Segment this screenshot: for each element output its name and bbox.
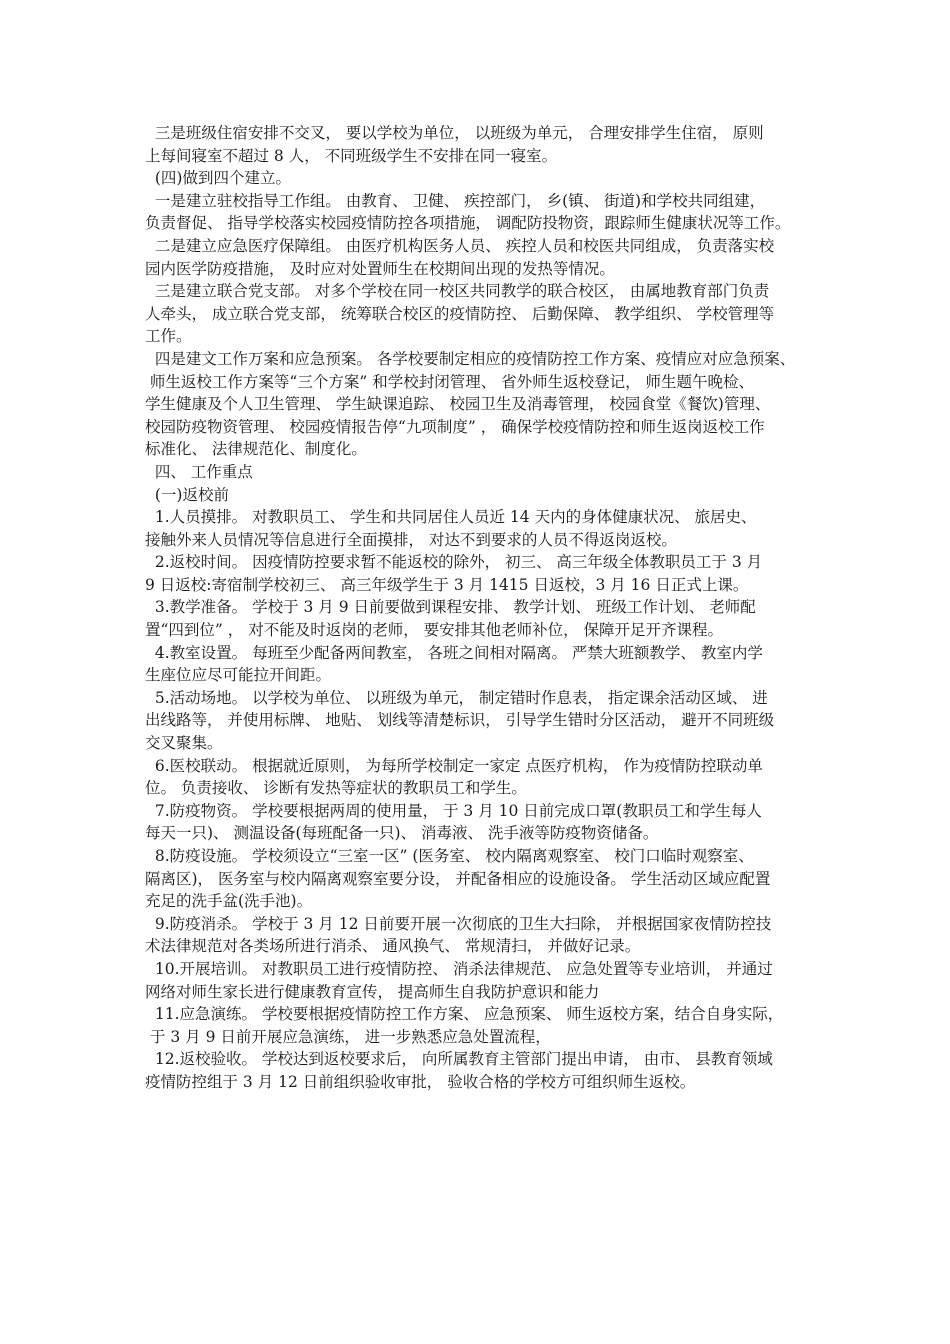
text-line: 校园防疫物资管理、 校园疫情报告停“九项制度” ， 确保学校疫情防控和师生返岗返校工作 xyxy=(145,417,765,436)
text-line: 四是建文工作万案和应急预案。 各学校要制定相应的疫情防控工作方案、疫情应对应急预案、 xyxy=(145,349,796,368)
text-line: 8.防疫设施。 学校须设立“三室一区” (医务室、 校内隔离观察室、 校门口临时观察室、 xyxy=(145,847,754,865)
text-line: 网络对师生家长进行健康教育宣传， 提高师生自我防护意识和能力 xyxy=(145,982,600,1001)
text-line: 10.开展培训。 对教职员工进行疫情防控、 消杀法律规范、 应急处置等专业培训， 并通过 xyxy=(145,959,773,978)
text-line: 三是班级住宿安排不交叉， 要以学校为单位， 以班级为单元， 合理安排学生住宿， 原则 xyxy=(145,124,764,142)
text-line: 置“四到位” ， 对不能及时返岗的老师， 要安排其他老师补位， 保障开足开齐课程。 xyxy=(145,621,724,640)
text-line: 每天一只)、 测温设备(每班配备一只)、 消毒液、 洗手液等防疫物资储备。 xyxy=(145,824,659,843)
document-body xyxy=(145,122,815,1094)
text-line: 四、 工作重点 xyxy=(145,462,253,481)
text-line: 9 日返校:寄宿制学校初三、 高三年级学生于 3 月 1415 日返校，3 月 16 日正式上课。 xyxy=(145,575,749,594)
text-line: 1.人员摸排。 对教职员工、 学生和共同居住人员近 14 天内的身体健康状况、 旅居史、 xyxy=(145,508,757,527)
text-line: 出线路等， 并使用标牌、 地贴、 划线等清楚标识， 引导学生错时分区活动， 避开不同班级 xyxy=(145,711,775,730)
text-line: 7.防疫物资。 学校要根据两周的使用量， 于 3 月 10 日前完成口罩(教职员工和学生每人 xyxy=(145,801,762,820)
text-line: (一)返校前 xyxy=(145,485,229,504)
text-line: 师生返校工作方案等“三个方案” 和学校封闭管理、 省外师生返校登记， 师生题午晚检、 xyxy=(145,372,755,391)
text-line: 接触外来人员情况等信息进行全面摸排， 对达不到要求的人员不得返岗返校。 xyxy=(145,530,677,549)
text-line: 位。 负责接收、 诊断有发热等症状的教职员工和学生。 xyxy=(145,779,527,798)
text-line: 标准化、 法律规范化、制度化。 xyxy=(145,440,367,459)
text-line: 术法律规范对各类场所进行消杀、 通风换气、 常规清扫， 并做好记录。 xyxy=(145,937,641,956)
text-line: 园内医学防疫措施， 及时应对处置师生在校期间出现的发热等情况。 xyxy=(145,259,615,278)
text-line: 上每间寝室不超过 8 人， 不同班级学生不安排在同一寝室。 xyxy=(145,146,558,165)
text-line: 学生健康及个人卫生管理、 学生缺课追踪、 校园卫生及消毒管理， 校园食堂《餐饮)管理、 xyxy=(145,395,771,414)
text-line: 12.返校验收。 学校达到返校要求后， 向所属教育主管部门提出申请， 由市、 县教育领域 xyxy=(145,1050,773,1069)
text-line: 2.返校时间。 因疫情防控要求暂不能返校的除外， 初三、 高三年级全体教职员工于 3 月 xyxy=(145,553,763,572)
text-line: 4.教室设置。 每班至少配备两间教室， 各班之间相对隔离。 严禁大班额教学、 教室内学 xyxy=(145,643,763,662)
text-line: 5.活动场地。 以学校为单位、 以班级为单元， 制定错时作息表， 指定课余活动区域、 进 xyxy=(145,688,768,707)
text-line: 充足的洗手盆(洗手池)。 xyxy=(145,892,313,911)
text-line: 工作。 xyxy=(145,327,192,346)
text-line: 11.应急演练。 学校要根据疫情防控工作方案、 应急预案、 师生返校方案，结合自身实际， xyxy=(145,1005,784,1024)
text-line: 隔离区)， 医务室与校内隔离观察室要分设， 并配备相应的设施设备。 学生活动区域应配置 xyxy=(145,869,771,888)
text-line: 于 3 月 9 日前开展应急演练， 进一步熟悉应急处置流程， xyxy=(145,1027,551,1046)
text-line: 二是建立应急医疗保障组。 由医疗机构医务人员、 疾控人员和校医共同组成， 负责落实校 xyxy=(145,236,775,255)
text-line: 3.教学准备。 学校于 3 月 9 日前要做到课程安排、 教学计划、 班级工作计划、 老师配 xyxy=(145,598,756,617)
text-line: 三是建立联合党支部。 对多个学校在同一校区共同教学的联合校区， 由属地教育部门负责 xyxy=(145,282,770,301)
text-line: 人牵头， 成立联合党支部， 统筹联合校区的疫情防控、 后勤保障、 教学组织、 学校管理等 xyxy=(145,304,775,323)
text-line: 生座位应尽可能拉开间距。 xyxy=(145,666,332,685)
text-line: 一是建立驻校指导工作组。 由教育、 卫健、 疾控部门， 乡(镇、 街道)和学校共同组建， xyxy=(145,191,766,210)
text-line: (四)做到四个建立。 xyxy=(145,169,291,188)
text-line: 负责督促、 指导学校落实校园疫情防控各项措施， 调配防投物资，跟踪师生健康状况等工作。 xyxy=(145,214,791,233)
text-line: 6.医校联动。 根据就近原则， 为每所学校制定一家定 点医疗机构， 作为疫情防控联动单 xyxy=(145,756,763,775)
text-line: 交叉聚集。 xyxy=(145,734,223,753)
text-line: 9.防疫消杀。 学校于 3 月 12 日前要开展一次彻底的卫生大扫除， 并根据国家夜情防控技 xyxy=(145,914,772,933)
text-line: 疫情防控组于 3 月 12 日前组织验收审批， 验收合格的学校方可组织师生返校。 xyxy=(145,1072,696,1091)
